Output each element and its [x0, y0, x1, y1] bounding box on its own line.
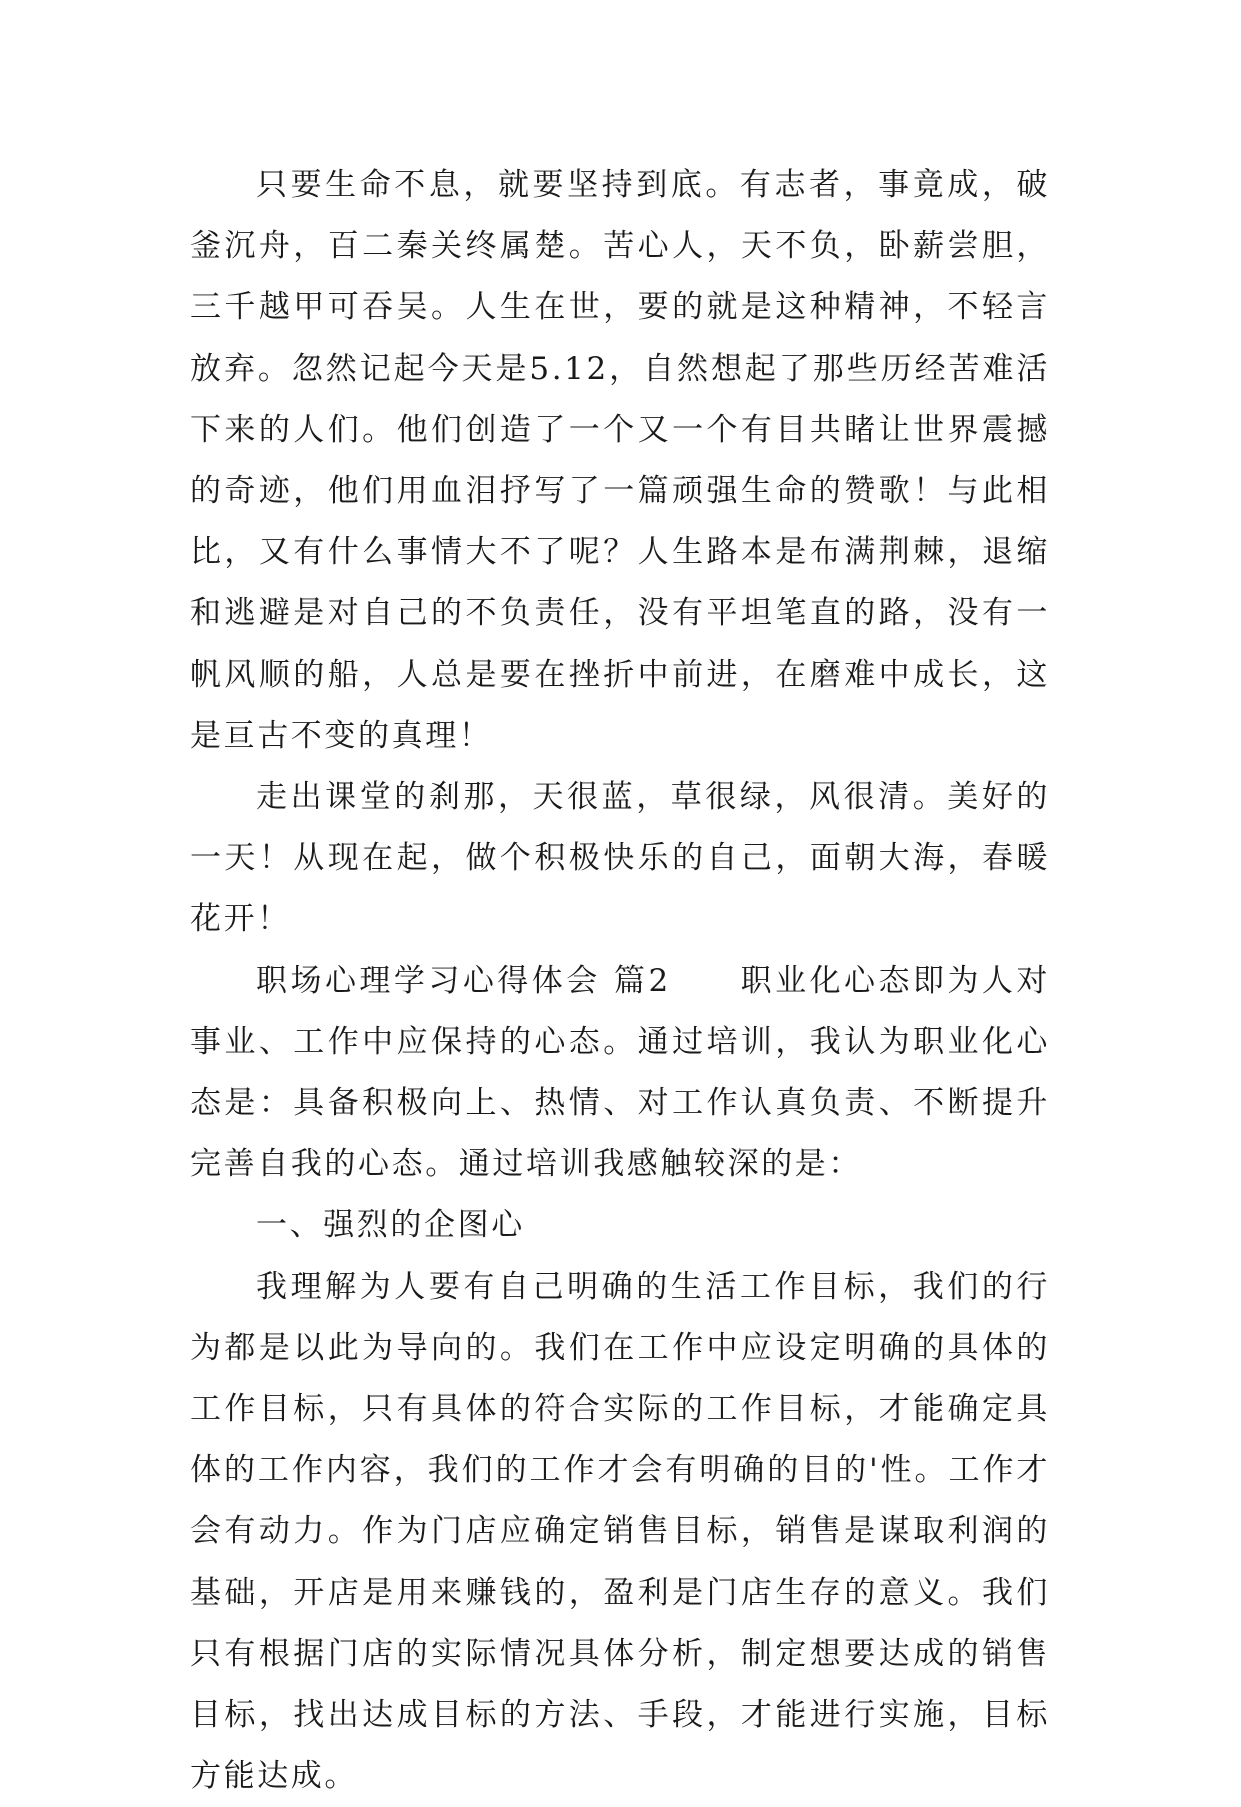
section-heading-ambition: 一、强烈的企图心	[256, 1207, 525, 1244]
paragraph-goals: 我理解为人要有自己明确的生活工作目标，我们的行为都是以此为导向的。我们在工作中应设定明确的具体的工作目标，只有具体的符合实际的工作目标，才能确定具体的工作内容，我们的工作才会有明确的目的'性。工作才会有动力。作为门店应确定销售目标，销售是谋取利润的基础，开店是用来赚钱的，盈利是门店生存的意义。我们只有根据门店的实际情况具体分析，制定想要达成的销售目标，找出达成目标的方法、手段，才能进行实施，目标方能达成。	[190, 1268, 1050, 1795]
document-page	[190, 155, 1050, 1807]
paragraph-after-class: 走出课堂的刹那，天很蓝，草很绿，风很清。美好的一天！从现在起，做个积极快乐的自己，面朝大海，春暖花开！	[190, 779, 1050, 938]
paragraph-perseverance: 只要生命不息，就要坚持到底。有志者，事竟成，破釜沉舟，百二秦关终属楚。苦心人，天不负，卧薪尝胆，三千越甲可吞吴。人生在世，要的就是这种精神，不轻言放弃。忽然记起今天是5.12，自然想起了那些历经苦难活下来的人们。他们创造了一个又一个有目共睹让世界震撼的奇迹，他们用血泪抒写了一篇顽强生命的赞歌！与此相比，又有什么事情大不了呢？人生路本是布满荆棘，退缩和逃避是对自己的不负责任，没有平坦笔直的路，没有一帆风顺的船，人总是要在挫折中前进，在磨难中成长，这是亘古不变的真理！	[190, 167, 1050, 754]
paragraph-professional-mindset: 职场心理学习心得体会 篇2 职业化心态即为人对事业、工作中应保持的心态。通过培训，我认为职业化心态是：具备积极向上、热情、对工作认真负责、不断提升完善自我的心态。通过培训我感触较深的是：	[190, 962, 1050, 1183]
